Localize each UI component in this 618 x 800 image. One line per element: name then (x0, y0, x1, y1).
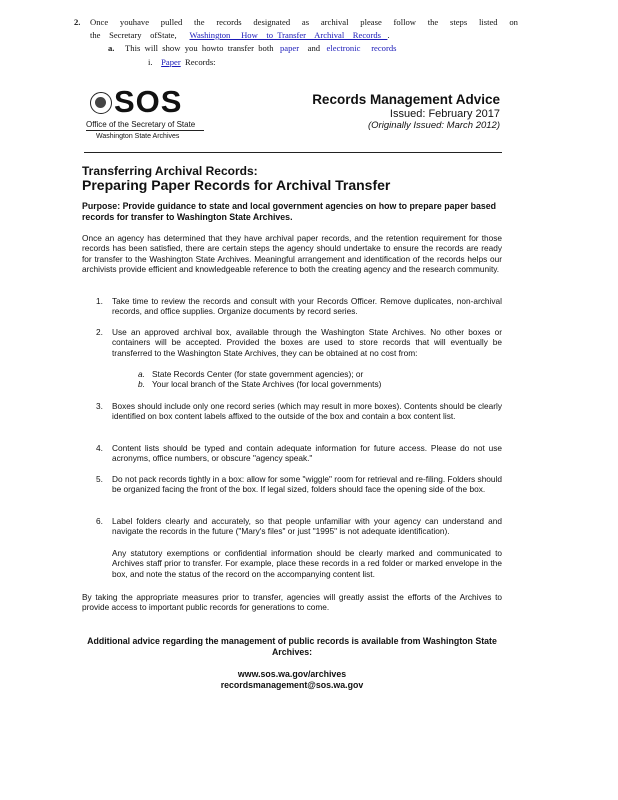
header-divider (84, 152, 502, 153)
sub-step-i: i. Paper Records: (148, 57, 216, 67)
archives-name: Washington State Archives (96, 133, 180, 140)
instruction-line-2: the Secretary ofState, Washington How to Transfer Archival Records . (90, 30, 390, 40)
source-b: b. Your local branch of the State Archives (for local governments) (138, 379, 382, 389)
electronic-word: electronic (326, 43, 361, 53)
archives-website: www.sos.wa.gov/archives (237, 669, 347, 679)
source-a: a. State Records Center (for state government agencies); or (138, 369, 364, 379)
confidential-note: Any statutory exemptions or confidential information should be clearly marked and communicated to Archives staff prior to transfer. For example, place these records in a red folder or marked envelope in the box, and note the status of the record on the accompanying content list. (112, 548, 502, 579)
logo-divider (86, 130, 204, 131)
document-title-line-1: Transferring Archival Records: (82, 164, 258, 178)
document-title-line-2: Preparing Paper Records for Archival Transfer (82, 177, 391, 193)
step-number: 2. (74, 17, 81, 27)
instruction-line-1: Once youhave pulled the records designated as archival please follow the steps listed on (90, 17, 518, 27)
logo-word: SOS (114, 84, 183, 119)
office-name: Office of the Secretary of State (86, 120, 196, 129)
records-word: records (371, 43, 397, 53)
purpose-statement: Purpose: Provide guidance to state and local government agencies on how to prepare paper based records for transfer to Washington State Archives. (82, 201, 497, 222)
state-seal-icon (90, 92, 112, 114)
records-email: recordsmanagement@sos.wa.gov (220, 680, 364, 690)
contact-info (82, 669, 502, 691)
issued-date: Issued: February 2017 (389, 108, 500, 120)
additional-advice: Additional advice regarding the management of public records is available from Washington State Archives: (87, 636, 497, 657)
original-issue-date: (Originally Issued: March 2012) (368, 120, 500, 131)
intro-paragraph: Once an agency has determined that they have archival paper records, and the retention requirement for those records has been satisfied, there are certain steps the agency should undertake to ensure the records are ready for transfer to the Washington State Archives. Meaningful arrangement and identification of the records helps our archivists provide efficient and knowledgeable reference to both the creating agency and the research community. (82, 233, 502, 275)
sub-step-a: a. This will show you howto transfer both paper and electronic records (108, 43, 397, 53)
paper-word: paper (279, 43, 300, 53)
how-to-transfer-link[interactable]: Washington How to Transfer Archival Records (189, 30, 381, 40)
closing-paragraph: By taking the appropriate measures prior to transfer, agencies will greatly assist the efforts of the Archives to provide access to important public records for generations to come. (82, 592, 502, 613)
paper-records-link[interactable]: Paper (161, 57, 181, 67)
advice-header (312, 92, 500, 131)
advice-title: Records Management Advice (312, 92, 500, 107)
